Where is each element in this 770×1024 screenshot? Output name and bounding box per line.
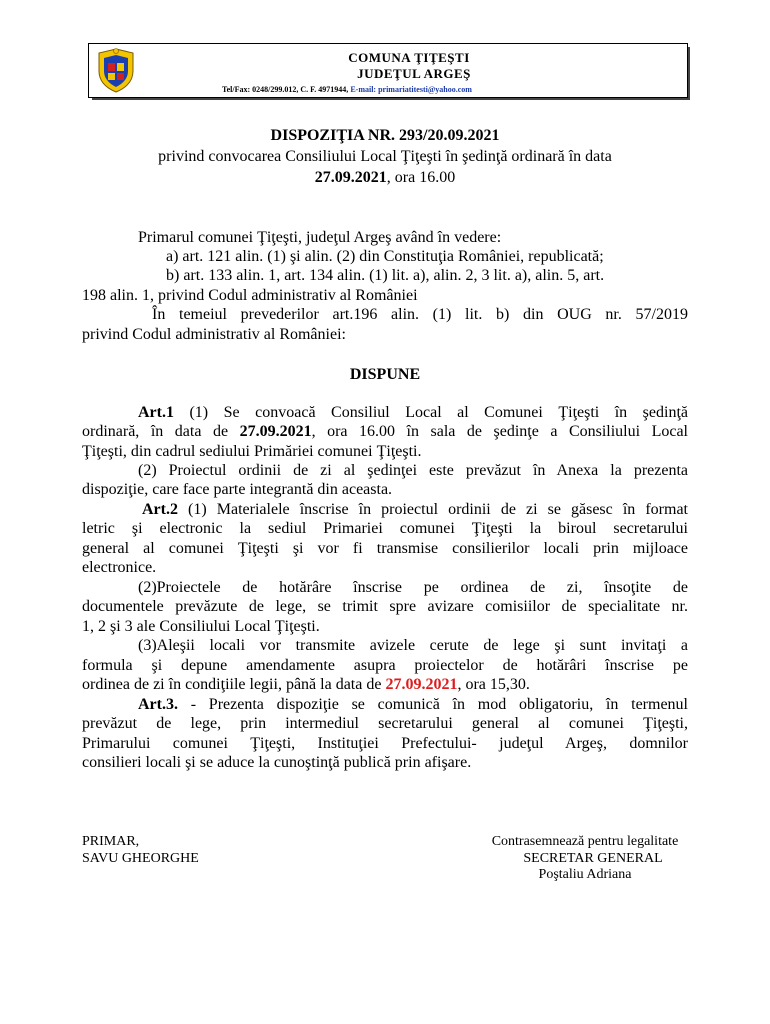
- art2-text: , ora 15,30.: [457, 676, 530, 693]
- art1-text: (1) Se convoacă Consiliul Local al Comunei Ţiţeşti în şedinţă: [173, 404, 688, 421]
- art2-line: documentele prevăzute de lege, se trimit spre avizare comisiilor de specialitate nr.: [82, 598, 688, 615]
- contact-phone: Tel/Fax: 0248/299.012, C. F. 4971944,: [222, 85, 351, 94]
- art2-line: [82, 675, 530, 694]
- dispune-heading: DISPUNE: [349, 366, 421, 383]
- art3-line: [138, 695, 688, 714]
- county-name: JUDEŢUL ARGEŞ: [357, 66, 471, 81]
- art2-text: (1) Materialele înscrise în proiectul ordinii de zi se găsesc în format: [177, 501, 688, 518]
- art2-line: general al comunei Ţiţeşti şi vor fi transmise consilierilor locali prin mijloace: [82, 540, 688, 557]
- contact-line: [222, 85, 472, 94]
- art1-label: Art.1: [138, 404, 174, 421]
- art2-line: [142, 500, 688, 519]
- art1-paragraph-2: (2) Proiectul ordinii de zi al şedinţei este prevăzut în Anexa la prezenta: [138, 462, 688, 479]
- art1-line: dispoziţie, care face parte integrantă din aceasta.: [82, 481, 393, 498]
- intro-point-b: b) art. 133 alin. 1, art. 134 alin. (1) lit. a), alin. 2, 3 lit. a), alin. 5, art.: [166, 267, 605, 284]
- contact-email[interactable]: E-mail: primariatitesti@yahoo.com: [350, 85, 472, 94]
- intro-point-a: a) art. 121 alin. (1) şi alin. (2) din Constituţia României, republicată;: [166, 248, 604, 265]
- art1-text: , ora 16.00 în sala de şedinţe a Consiliului Local: [311, 423, 689, 440]
- art2-paragraph-3: (3)Aleşii locali vor transmite avizele cerute de lege şi sunt invitaţi a: [138, 637, 688, 654]
- art2-paragraph-2: (2)Proiectele de hotărâre înscrise pe ordinea de zi, însoţite de: [138, 579, 688, 596]
- art2-line: formula şi depune amendamente asupra proiectelor de hotărâri înscrise pe: [82, 657, 688, 674]
- commune-name: COMUNA ŢIŢEŞTI: [348, 50, 470, 65]
- countersign-label: Contrasemnează pentru legalitate: [491, 834, 679, 849]
- document-subtitle: privind convocarea Consiliului Local Ţiţeşti în şedinţă ordinară în data: [158, 148, 612, 165]
- art2-line: electronice.: [82, 559, 157, 576]
- art2-line: letric şi electronic la sediul Primariei comunei Ţiţeşti la biroul secretarului: [82, 520, 688, 537]
- art3-text: - Prezenta dispoziţie se comunică în mod obligatoriu, în termenul: [177, 696, 688, 713]
- art1-line: Ţiţeşti, din cadrul sediului Primăriei comunei Ţiţeşti.: [82, 443, 422, 460]
- intro-line: Primarul comunei Ţiţeşti, judeţul Argeş având în vedere:: [138, 229, 502, 246]
- art2-deadline-date: 27.09.2021: [385, 676, 458, 693]
- art1-line: [138, 403, 688, 422]
- secretary-name: Poştaliu Adriana: [538, 867, 632, 882]
- art3-label: Art.3.: [138, 696, 178, 713]
- art2-line: 1, 2 şi 3 ale Consiliului Local Ţiţeşti.: [82, 618, 320, 635]
- intro-point-b-cont: 198 alin. 1, privind Codul administrativ al României: [82, 287, 418, 304]
- art1-text: ordinară, în data de: [82, 423, 240, 440]
- document-title: DISPOZIŢIA NR. 293/20.09.2021: [270, 127, 500, 144]
- letterhead: [88, 43, 688, 98]
- art1-date: 27.09.2021: [239, 423, 312, 440]
- meeting-time: , ora 16.00: [386, 169, 456, 186]
- mayor-name: SAVU GHEORGHE: [82, 851, 199, 866]
- art2-text: ordinea de zi în condiţiile legii, până la data de: [82, 676, 386, 693]
- mayor-title: PRIMAR,: [82, 834, 140, 849]
- art1-line: [82, 422, 688, 441]
- intro-legal-basis: În temeiul prevederilor art.196 alin. (1) lit. b) din OUG nr. 57/2019: [152, 306, 688, 323]
- secretary-title: SECRETAR GENERAL: [523, 851, 663, 866]
- art3-line: prevăzut de lege, prin intermediul secretarului general al comunei Ţiţeşti,: [82, 715, 688, 732]
- art2-label: Art.2: [142, 501, 178, 518]
- art3-line: Primarului comunei Ţiţeşti, Instituţiei Prefectului- judeţul Argeş, domnilor: [82, 735, 688, 752]
- intro-legal-basis-cont: privind Codul administrativ al României:: [82, 326, 346, 343]
- art3-line: consilieri locali şi se aduce la cunoştinţă publică prin afişare.: [82, 754, 472, 771]
- document-subtitle-date: [0, 169, 770, 187]
- meeting-date: 27.09.2021: [314, 169, 387, 186]
